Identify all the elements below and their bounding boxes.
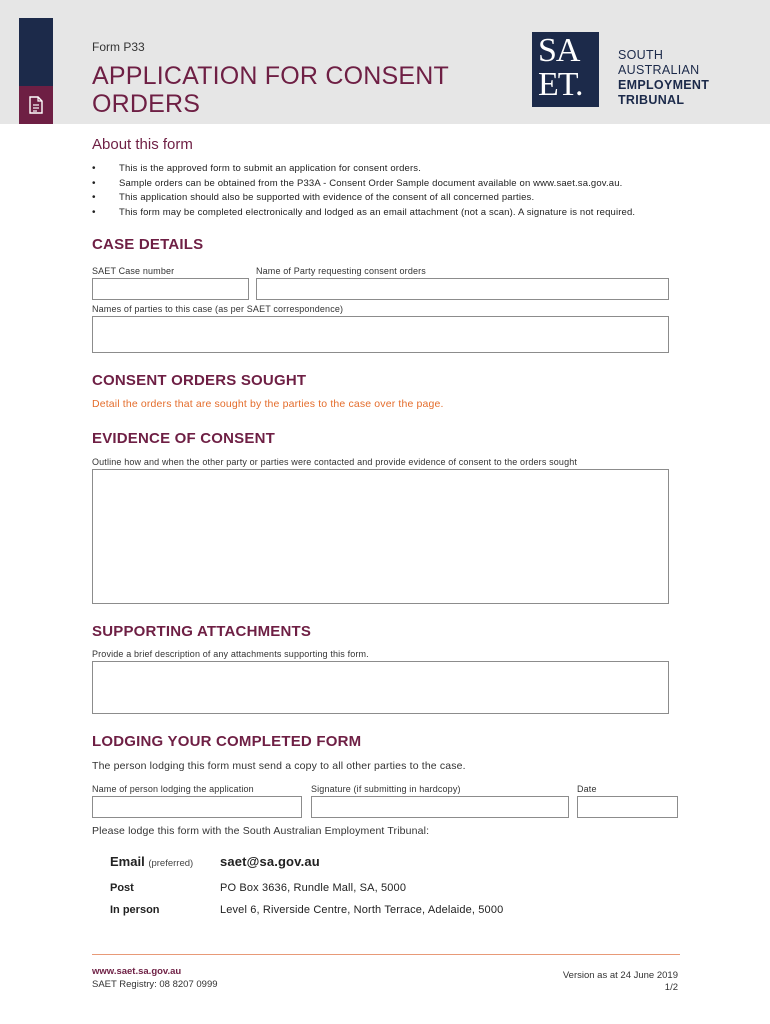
form-number: Form P33 [92,40,145,54]
party-name-label: Name of Party requesting consent orders [256,266,426,276]
logo-org-line3: EMPLOYMENT [618,78,710,92]
logo-org-line4: TRIBUNAL [618,93,685,107]
post-label: Post [110,882,134,894]
saet-logo-mark [532,32,599,107]
email-label: Email [110,854,145,869]
party-name-field[interactable] [256,278,669,300]
about-heading: About this form [92,136,193,153]
document-icon [28,96,44,114]
case-details-heading: CASE DETAILS [92,236,204,253]
document-tab [19,86,53,124]
footer-version: Version as at 24 June 2019 [562,970,678,981]
signature-label: Signature (if submitting in hardcopy) [311,784,461,794]
email-address-link[interactable]: saet@sa.gov.au [220,854,320,869]
email-label-group [110,854,193,869]
about-item: • Sample orders can be obtained from the P33A - Consent Order Sample document available on www.saet.sa.gov.au. [92,177,635,192]
attachments-field[interactable] [92,661,669,714]
parties-names-field[interactable] [92,316,669,353]
post-address: PO Box 3636, Rundle Mall, SA, 5000 [220,882,407,894]
email-preferred-note: (preferred) [148,858,194,869]
about-item: • This application should also be supported with evidence of the consent of all concerned parties. [92,191,635,206]
lodge-instruction: Please lodge this form with the South Australian Employment Tribunal: [92,825,430,837]
parties-names-label: Names of parties to this case (as per SAET correspondence) [92,304,344,314]
consent-orders-heading: CONSENT ORDERS SOUGHT [92,372,307,389]
logo-org-line1: SOUTH [618,48,664,62]
evidence-label: Outline how and when the other party or parties were contacted and provide evidence of consent to the orders sought [92,457,578,467]
lodging-heading: LODGING YOUR COMPLETED FORM [92,733,362,750]
date-label: Date [577,784,597,794]
consent-orders-note: Detail the orders that are sought by the parties to the case over the page. [92,398,444,410]
date-field[interactable] [577,796,678,818]
logo-mark-line2: ET. [538,66,583,103]
case-number-field[interactable] [92,278,249,300]
lodging-intro: The person lodging this form must send a copy to all other parties to the case. [92,760,466,772]
saet-logo-text [618,48,709,108]
footer-website-link[interactable]: www.saet.sa.gov.au [92,966,182,977]
about-list [92,162,635,220]
footer-divider [92,954,680,955]
logo-org-line2: AUSTRALIAN [618,63,700,77]
about-item: • This is the approved form to submit an application for consent orders. [92,162,635,177]
attachments-label: Provide a brief description of any attachments supporting this form. [92,649,369,659]
lodger-name-label: Name of person lodging the application [92,784,254,794]
evidence-field[interactable] [92,469,669,604]
lodger-name-field[interactable] [92,796,302,818]
case-number-label: SAET Case number [92,266,175,276]
evidence-heading: EVIDENCE OF CONSENT [92,430,275,447]
in-person-address: Level 6, Riverside Centre, North Terrace, Adelaide, 5000 [220,904,504,916]
footer-registry: SAET Registry: 08 8207 0999 [92,979,218,990]
logo-mark-line1: SA [538,32,580,69]
about-item: • This form may be completed electronically and lodged as an email attachment (not a scan). A signature is not required. [92,206,635,221]
footer-page-number: 1/2 [664,982,678,993]
signature-field[interactable] [311,796,569,818]
attachments-heading: SUPPORTING ATTACHMENTS [92,623,312,640]
in-person-label: In person [110,904,160,916]
page-title: APPLICATION FOR CONSENT ORDERS [92,62,449,118]
